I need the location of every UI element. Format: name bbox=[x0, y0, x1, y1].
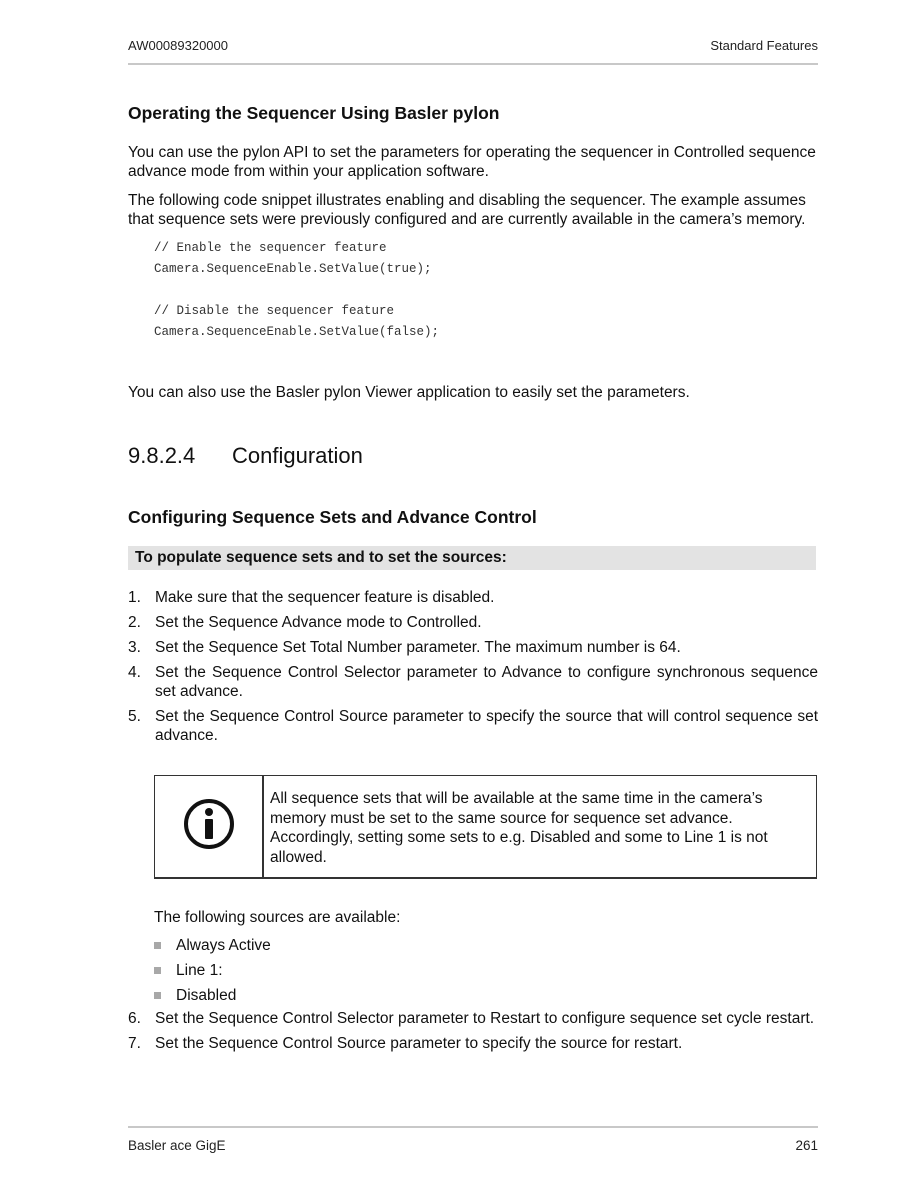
product-name: Basler ace GigE bbox=[128, 1138, 226, 1153]
bullet-square-icon bbox=[154, 942, 161, 949]
code-description-paragraph: The following code snippet illustrates enabling and disabling the sequencer. The example assumes that sequence sets were previously configured and are currently available in the camera’s memory. bbox=[128, 192, 806, 228]
section-heading-configuring-sets: Configuring Sequence Sets and Advance Control bbox=[128, 507, 537, 527]
note-text: All sequence sets that will be available at the same time in the camera’s memory must be set to the same source for sequence set advance. Accordingly, setting some sets to e.g. Disabled and some to Line 1 is not allowed. bbox=[270, 790, 768, 866]
list-item: 7. Set the Sequence Control Source parameter to specify the source for restart. bbox=[128, 1035, 683, 1052]
section-title: Configuration bbox=[232, 443, 363, 468]
list-item: Always Active bbox=[154, 933, 271, 958]
section-number: 9.8.2.4 bbox=[128, 443, 196, 468]
code-line-enable: Camera.SequenceEnable.SetValue(true); bbox=[154, 262, 432, 276]
viewer-paragraph: You can also use the Basler pylon Viewer application to easily set the parameters. bbox=[128, 384, 690, 401]
page-footer bbox=[128, 1138, 818, 1153]
list-item: 4. Set the Sequence Control Selector parameter to Advance to configure synchronous sequence set advance. bbox=[128, 664, 818, 700]
info-icon bbox=[182, 797, 236, 856]
code-line-disable: Camera.SequenceEnable.SetValue(false); bbox=[154, 325, 440, 339]
list-item: 1. Make sure that the sequencer feature is disabled. bbox=[128, 589, 495, 606]
code-comment-enable: // Enable the sequencer feature bbox=[154, 241, 387, 255]
sources-intro: The following sources are available: bbox=[154, 909, 401, 926]
code-snippet bbox=[154, 238, 439, 343]
sources-list bbox=[154, 933, 271, 1008]
section-heading-operating-sequencer: Operating the Sequencer Using Basler pylon bbox=[128, 103, 500, 123]
list-item: 2. Set the Sequence Advance mode to Controlled. bbox=[128, 614, 482, 631]
page-header bbox=[128, 38, 818, 53]
list-item: Disabled bbox=[154, 983, 271, 1008]
procedure-title-bar: To populate sequence sets and to set the sources: bbox=[128, 546, 816, 570]
list-item: 5. Set the Sequence Control Source parameter to specify the source that will control sequence set advance. bbox=[128, 708, 818, 744]
header-divider bbox=[128, 63, 818, 65]
bullet-square-icon bbox=[154, 967, 161, 974]
list-item: Line 1: bbox=[154, 958, 271, 983]
page-number: 261 bbox=[795, 1138, 818, 1153]
list-item: 3. Set the Sequence Set Total Number parameter. The maximum number is 64. bbox=[128, 639, 681, 656]
bullet-square-icon bbox=[154, 992, 161, 999]
info-note-box bbox=[154, 775, 817, 879]
list-item: 6. Set the Sequence Control Selector parameter to Restart to configure sequence set cycle restart. bbox=[128, 1010, 815, 1027]
steps-list-1-5 bbox=[128, 588, 818, 751]
note-icon-cell bbox=[155, 776, 264, 877]
document-id: AW00089320000 bbox=[128, 38, 228, 53]
header-section-name: Standard Features bbox=[710, 38, 818, 53]
footer-divider bbox=[128, 1126, 818, 1128]
section-heading-configuration bbox=[128, 443, 363, 469]
intro-paragraph: You can use the pylon API to set the parameters for operating the sequencer in Controlled sequence advance mode from within your application software. bbox=[128, 144, 816, 180]
steps-list-6-7 bbox=[128, 1009, 818, 1059]
code-comment-disable: // Disable the sequencer feature bbox=[154, 304, 395, 318]
